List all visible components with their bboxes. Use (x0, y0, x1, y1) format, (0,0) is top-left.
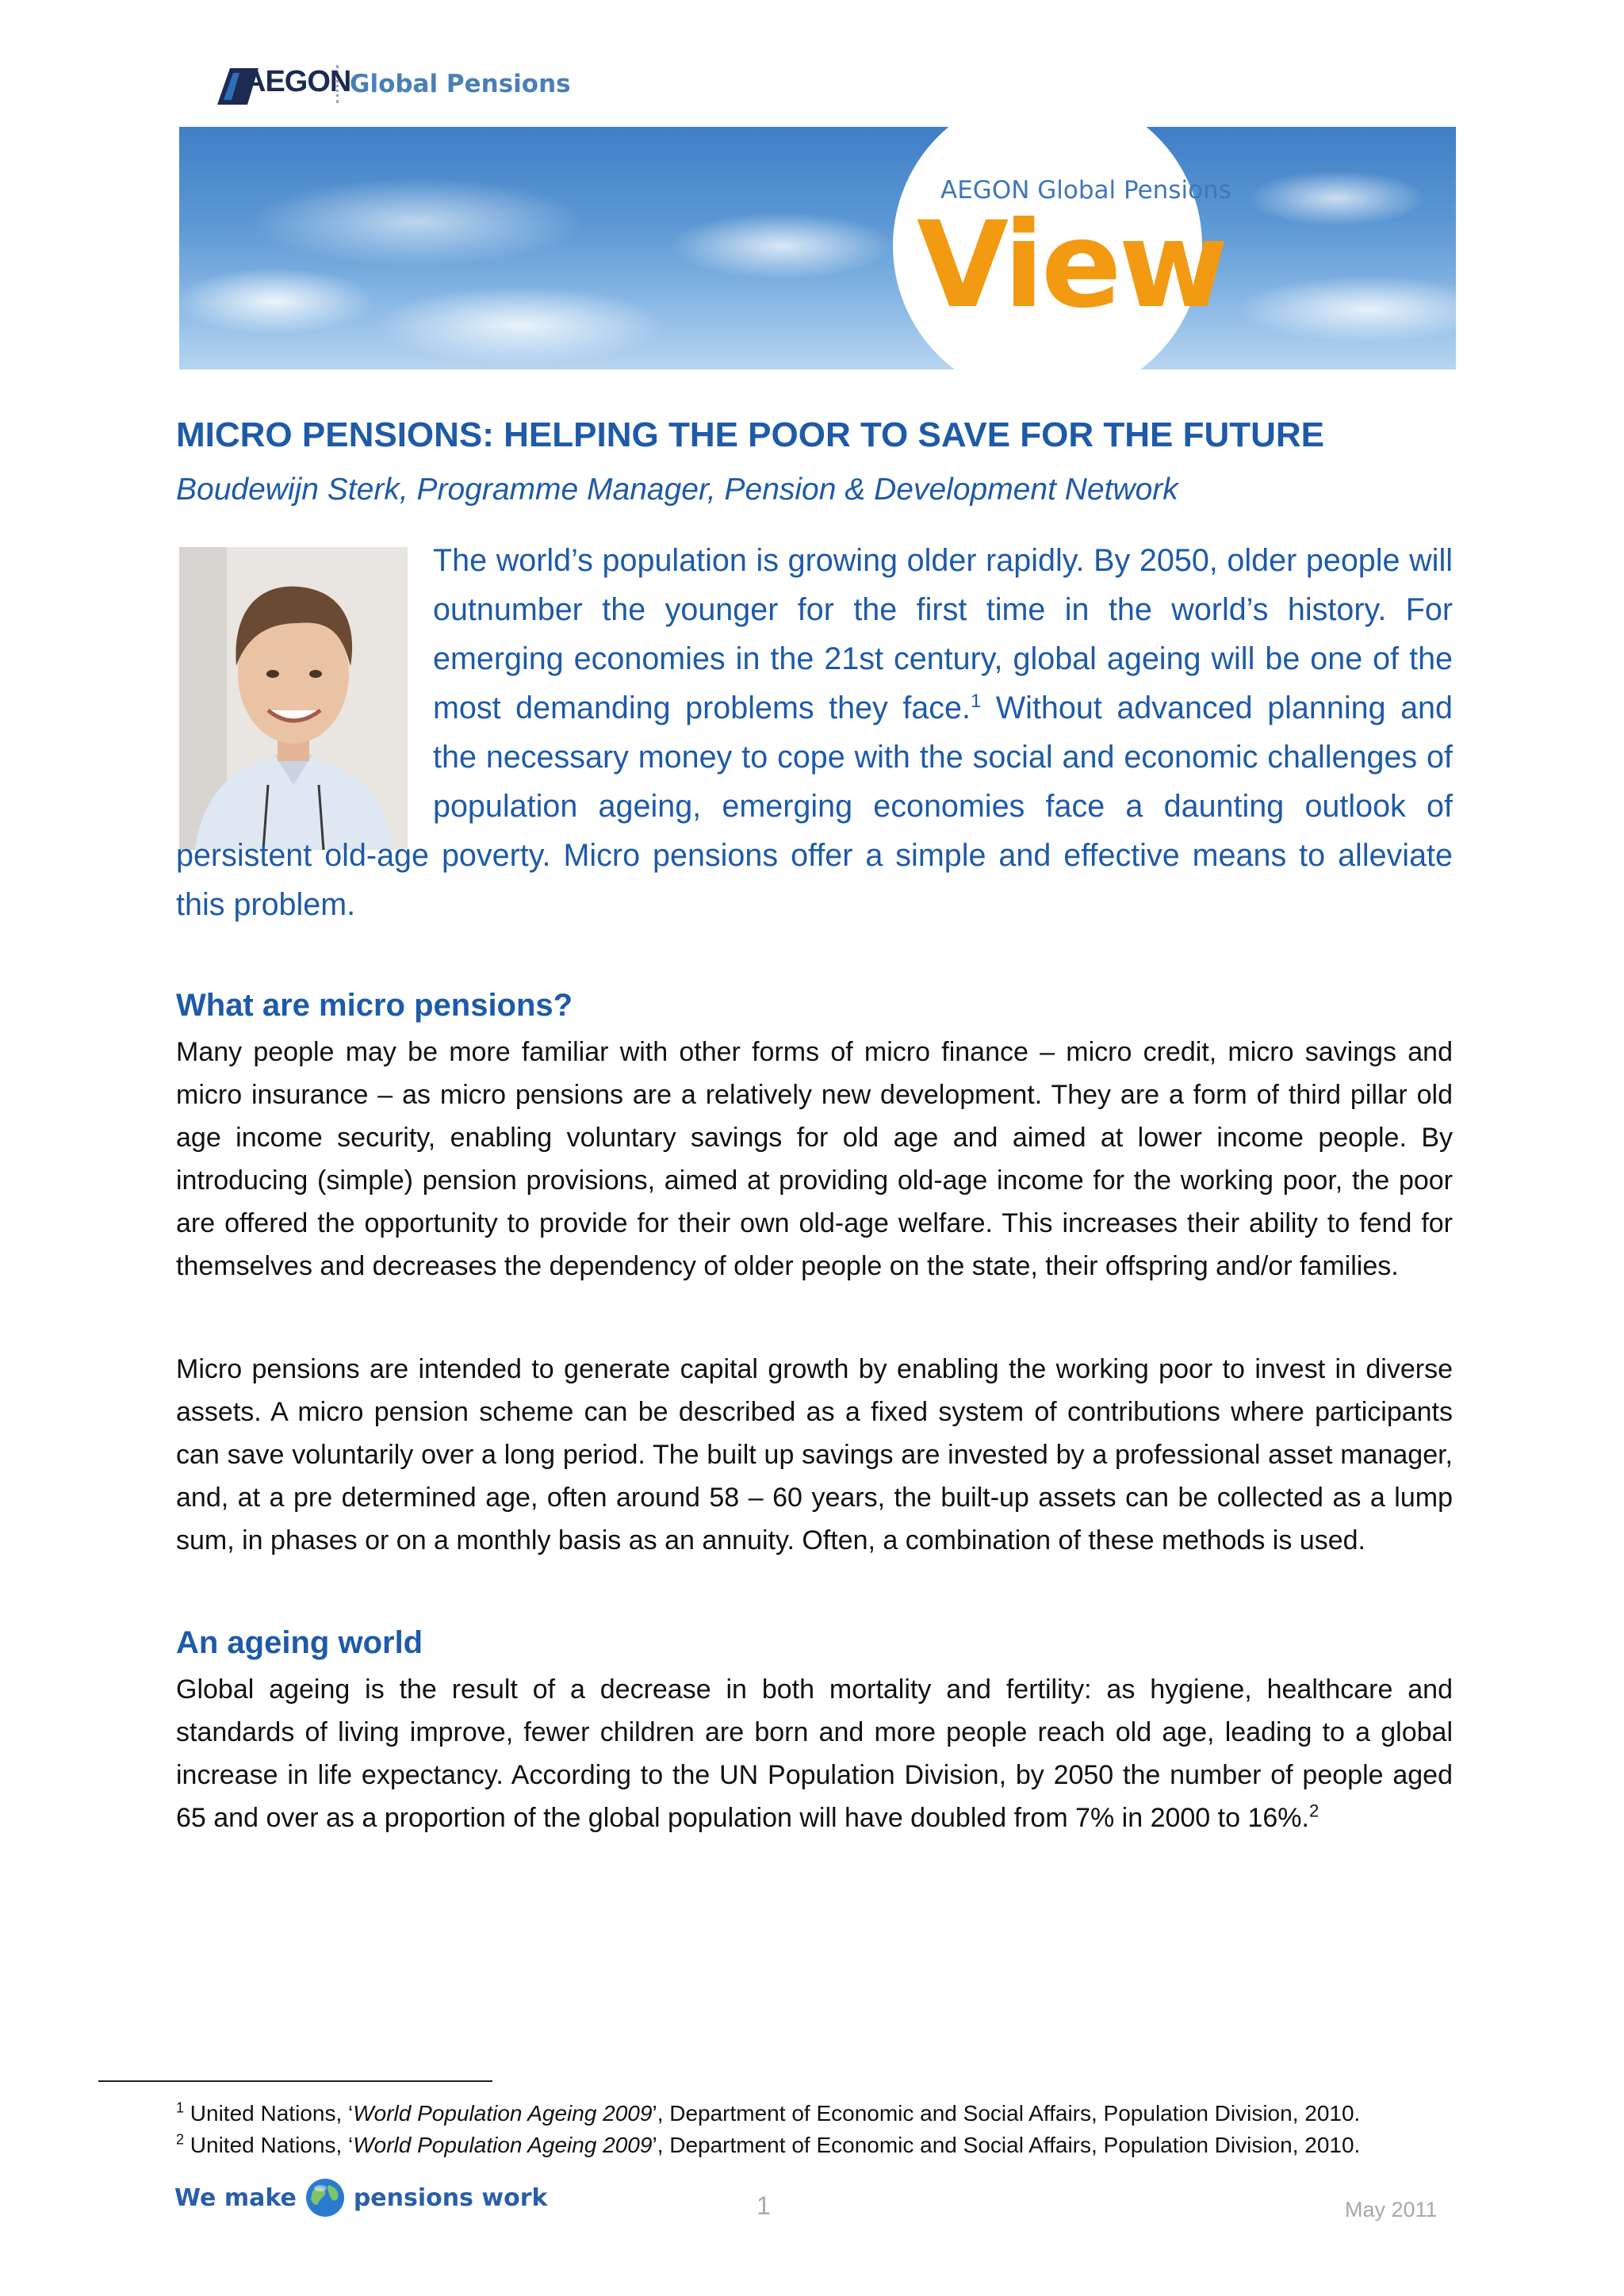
footnote-1 (176, 2101, 1360, 2126)
intro-text-part1: The world’s population is growing older rapidly. By 2050, older people will outnumber the younger for the first time in the world’s history. For emerging economies in the 21st century, global ageing will be one of the most demanding problems they face. (433, 543, 1453, 725)
aegon-logo (213, 62, 351, 106)
footnote-2 (176, 2133, 1360, 2158)
publication-date: May 2011 (1345, 2198, 1438, 2221)
intro-text-part2: Without advanced planning and the necessary money to cope with the social and economic challenges of population ageing, emerging economies face a daunting outlook of persistent old-age poverty. Micro pensions offer a simple and effective means to alleviate this problem. (176, 691, 1453, 922)
logo-text: AEGON (244, 65, 351, 98)
footnote-text-pre: United Nations, ‘ (190, 2133, 354, 2157)
header-logo (213, 62, 571, 106)
footnote-separator (98, 2080, 492, 2082)
footnote-ref-2[interactable]: 2 (1308, 1800, 1320, 1821)
photo-wrap-spacer (176, 536, 433, 831)
article-byline: Boudewijn Sterk, Programme Manager, Pension & Development Network (176, 473, 1178, 507)
logo-subtitle: Global Pensions (350, 70, 571, 98)
section-heading-micro-pensions: What are micro pensions? (176, 988, 573, 1023)
footnote-ref-1[interactable]: 1 (970, 690, 982, 712)
header-banner (179, 127, 1456, 369)
section2-text: Global ageing is the result of a decrease in both mortality and fertility: as hygiene, healthcare and standards of living improve, fewer children are born and more people reach old age, leading to a global increase in life expectancy. According to the UN Population Division, by 2050 the number of people aged 65 and over as a proportion of the global population will have doubled from 7% in 2000 to 16%. (176, 1674, 1453, 1833)
footnote-text-post: ’, Department of Economic and Social Affairs, Population Division, 2010. (652, 2101, 1361, 2126)
banner-kicker: AEGON Global Pensions (940, 176, 1231, 205)
section1-paragraph-2: Micro pensions are intended to generate capital growth by enabling the working poor to invest in diverse assets. A micro pension scheme can be described as a fixed system of contributions where participants can save voluntarily over a long period. The built up savings are invested by a professional asset manager, and, at a pre determined age, often around 58 – 60 years, the built-up assets can be collected as a lump sum, in phases or on a monthly basis as an annuity. Often, a combination of these methods is used. (176, 1354, 1453, 1556)
slogan-right: pensions work (353, 2183, 548, 2212)
footnote-source-title: World Population Ageing 2009 (353, 2133, 653, 2157)
intro-paragraph (176, 536, 1453, 929)
footnote-source-title: World Population Ageing 2009 (353, 2101, 653, 2126)
footer-slogan (174, 2177, 547, 2218)
footnote-text-post: ’, Department of Economic and Social Affairs, Population Division, 2010. (652, 2133, 1361, 2157)
banner-title: View (917, 197, 1226, 335)
section2-paragraph-1 (176, 1668, 1453, 1839)
globe-icon (304, 2177, 346, 2218)
footnote-text-pre: United Nations, ‘ (190, 2101, 354, 2126)
slogan-left: We make (174, 2183, 297, 2212)
article-title: MICRO PENSIONS: HELPING THE POOR TO SAVE FOR THE FUTURE (176, 415, 1325, 454)
footnote-number: 1 (176, 2099, 185, 2116)
page-number: 1 (756, 2191, 771, 2220)
section-heading-ageing-world: An ageing world (176, 1625, 423, 1660)
footnote-number: 2 (176, 2131, 185, 2148)
section1-paragraph-1: Many people may be more familiar with other forms of micro finance – micro credit, micro savings and micro insurance – as micro pensions are a relatively new development. They are a form of third pillar old age income security, enabling voluntary savings for old age and aimed at lower income people. By introducing (simple) pension provisions, aimed at providing old-age income for the working poor, the poor are offered the opportunity to provide for their own old-age welfare. This increases their ability to fend for themselves and decreases the dependency of older people on the state, their offspring and/or families. (176, 1037, 1453, 1281)
